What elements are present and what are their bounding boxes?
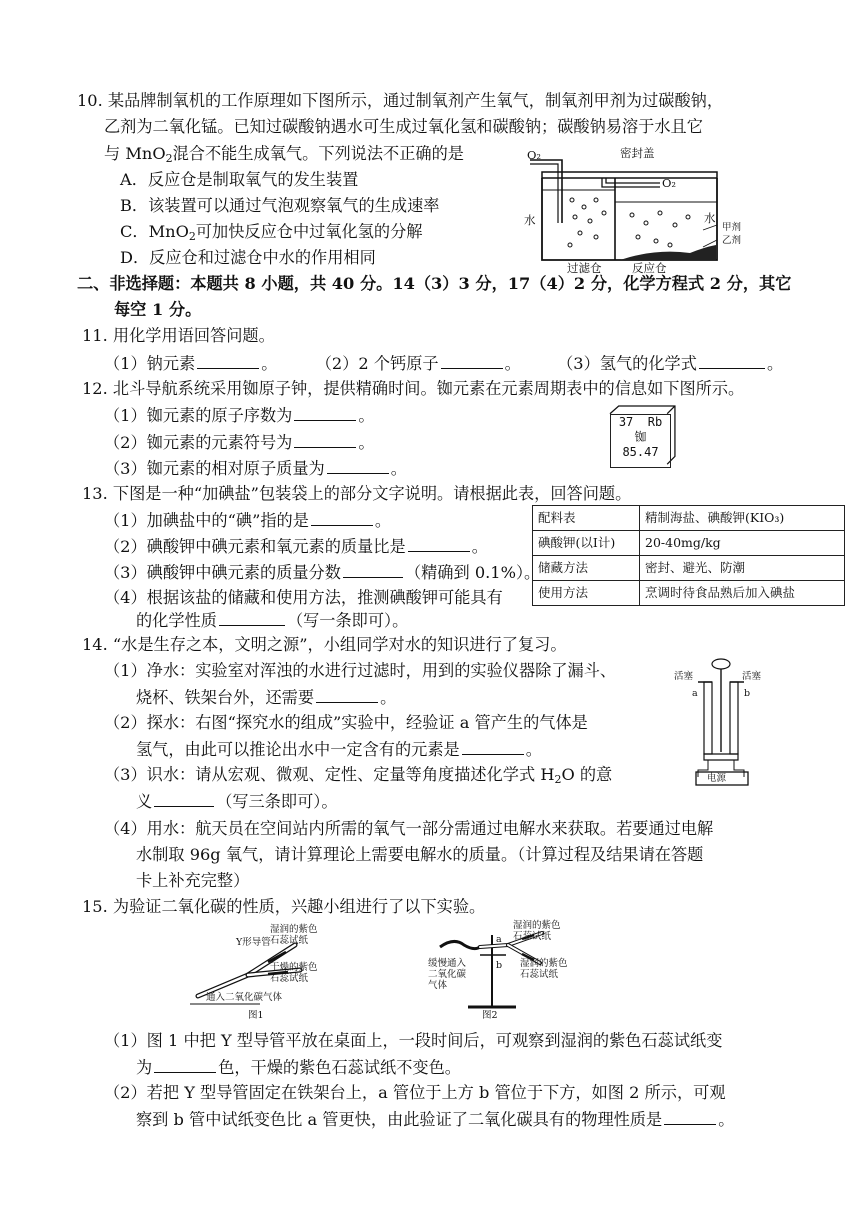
q12-part-3: （3）铷元素的相对原子质量为 。 (104, 459, 407, 478)
q15-part-2b: 察到 b 管中试纸变色比 a 管更快，由此验证了二氧化碳具有的物理性质是 。 (136, 1110, 735, 1129)
fig10-agent-a: 甲剂 (722, 222, 742, 233)
q12-part-2: （2）铷元素的元素符号为 。 (104, 433, 375, 452)
q13-part-4b: 的化学性质 （写一条即可）。 (136, 611, 409, 630)
fig1-dry-paper-label: 干燥的紫色石蕊试纸 (270, 962, 318, 984)
answer-blank[interactable] (441, 352, 503, 369)
answer-blank[interactable] (294, 431, 356, 448)
fig10-lid-label: 密封盖 (620, 146, 655, 160)
answer-blank[interactable] (154, 1056, 216, 1073)
q10-option-d: D．反应仓和过滤仓中水的作用相同 (120, 248, 376, 267)
q13-part-3: （3）碘酸钾中碘元素的质量分数 （精确到 0.1%）。 (104, 563, 541, 582)
q14-part-2a: （2）探水：右图“探究水的组成”实验中，经验证 a 管产生的气体是 (104, 713, 588, 732)
fig10-water-left: 水 (524, 213, 536, 227)
fig2-wet-paper-bottom-label: 湿润的紫色石蕊试纸 (520, 958, 568, 980)
fig2-tube-b: b (496, 960, 503, 971)
element-name: 铷 (634, 430, 647, 444)
iodized-salt-table (532, 505, 845, 606)
table-cell: 密封、避光、防潮 (640, 556, 845, 581)
fig1-co2-inlet-label: 通入二氧化碳气体 (206, 992, 283, 1003)
fig10-water-right: 水 (704, 211, 716, 225)
q14-part-4a: （4）用水：航天员在空间站内所需的氧气一部分需通过电解水来获取。若要通过电解 (104, 819, 714, 838)
element-symbol: Rb (647, 415, 663, 429)
table-cell: 20-40mg/kg (640, 531, 845, 556)
atomic-number: 37 (618, 415, 634, 429)
table-cell: 碘酸钾(以I计) (533, 531, 640, 556)
q14-part-4c: 卡上补充完整） (136, 871, 250, 890)
q15-part-1a: （1）图 1 中把 Y 型导管平放在桌面上，一段时间后，可观察到湿润的紫色石蕊试纸变 (104, 1031, 723, 1050)
section2-header: 二、非选择题：本题共 8 小题，共 40 分。14（3）3 分，17（4）2 分，化学方程式 2 分，其它 (77, 274, 792, 293)
q11-parts: （1）钠元素 。 （2）2 个钙原子 。 （3）氢气的化学式 。 (104, 354, 784, 373)
fig10-o2-right: O₂ (662, 176, 677, 190)
table-row (533, 556, 845, 581)
answer-blank[interactable] (311, 509, 373, 526)
q14-part-3a: （3）识水：请从宏观、微观、定性、定量等角度描述化学式 $H_2O$ 的意 (104, 765, 613, 786)
q10-line-3: 与 MnO$_2$混合不能生成氧气。下列说法不正确的是 (104, 144, 464, 165)
q10-option-a: A．反应仓是制取氧气的发生装置 (120, 170, 359, 189)
q12-stem: 12. 北斗导航系统采用铷原子钟，提供精确时间。铷元素在元素周期表中的信息如下图所示。 (82, 379, 745, 398)
answer-blank[interactable] (197, 352, 259, 369)
q14-part-1a: （1）净水：实验室对浑浊的水进行过滤时，用到的实验仪器除了漏斗、 (104, 661, 617, 680)
q14-part-4b: 水制取 96g 氧气，请计算理论上需要电解水的质量。（计算过程及结果请在答题 (136, 845, 704, 864)
q12-part-1: （1）铷元素的原子序数为 。 (104, 406, 375, 425)
answer-blank[interactable] (219, 609, 285, 626)
q15-stem: 15. 为验证二氧化碳的性质，兴趣小组进行了以下实验。 (82, 897, 486, 916)
fig1-wet-paper-label: 湿润的紫色石蕊试纸 (270, 924, 318, 946)
oxygen-generator-diagram (520, 145, 760, 275)
q10-line-1: 10. 某品牌制氧机的工作原理如下图所示，通过制氧剂产生氧气，制氧剂甲剂为过碳酸钠， (77, 91, 724, 110)
fig10-o2-left: O₂ (527, 148, 542, 162)
table-cell: 储藏方法 (533, 556, 640, 581)
fig10-agent-b: 乙剂 (722, 235, 742, 246)
fig2-caption: 图2 (482, 1010, 498, 1021)
q13-stem: 13. 下图是一种“加碘盐”包装袋上的部分文字说明。请根据此表，回答问题。 (82, 484, 632, 503)
answer-blank[interactable] (699, 352, 765, 369)
fig14-valve-right: 活塞 (742, 671, 762, 682)
table-row (533, 581, 845, 606)
q13-part-2: （2）碘酸钾中碘元素和氧元素的质量比是 。 (104, 537, 488, 556)
q13-part-4a: （4）根据该盐的储藏和使用方法，推测碘酸钾可能具有 (104, 588, 503, 607)
table-cell: 配料表 (533, 506, 640, 531)
q13-part-1: （1）加碘盐中的“碘”指的是 。 (104, 511, 392, 530)
answer-blank[interactable] (316, 686, 378, 703)
table-row (533, 531, 845, 556)
answer-blank[interactable] (294, 404, 356, 421)
answer-blank[interactable] (343, 561, 403, 578)
q14-part-3b: 义 （写三条即可）。 (136, 792, 338, 811)
q14-stem: 14. “水是生存之本，文明之源”，小组同学对水的知识进行了复习。 (82, 635, 567, 654)
fig14-tube-a: a (692, 688, 698, 699)
fig10-reactor-label: 反应仓 (632, 261, 667, 275)
q10-line-2: 乙剂为二氧化锰。已知过碳酸钠遇水可生成过氧化氢和碳酸钠；碳酸钠易溶于水且它 (104, 117, 703, 136)
fig2-tube-a: a (496, 934, 502, 945)
fig14-power-source: 电源 (707, 773, 727, 784)
answer-blank[interactable] (664, 1108, 716, 1125)
fig10-filter-label: 过滤仓 (567, 261, 602, 275)
q10-option-b: B．该装置可以通过气泡观察氧气的生成速率 (120, 196, 440, 215)
answer-blank[interactable] (408, 535, 470, 552)
q15-part-2a: （2）若把 Y 型导管固定在铁架台上，a 管位于上方 b 管位于下方，如图 2 所示，可观 (104, 1083, 726, 1102)
table-cell: 烹调时待食品熟后加入碘盐 (640, 581, 845, 606)
table-row (533, 506, 845, 531)
fig1-caption: 图1 (248, 1010, 264, 1021)
q11-stem: 11. 用化学用语回答问题。 (82, 326, 275, 345)
fig14-valve-left: 活塞 (674, 671, 694, 682)
answer-blank[interactable] (462, 738, 524, 755)
q10-option-c: C．MnO$_2$可加快反应仓中过氧化氢的分解 (120, 222, 423, 243)
table-cell: 精制海盐、碘酸钾(KIO₃) (640, 506, 845, 531)
answer-blank[interactable] (154, 790, 214, 807)
q14-part-2b: 氢气，由此可以推论出水中一定含有的元素是 。 (136, 740, 542, 759)
q15-part-1b: 为 色，干燥的紫色石蕊试纸不变色。 (136, 1058, 461, 1077)
table-cell: 使用方法 (533, 581, 640, 606)
q14-part-1b: 烧杯、铁架台外，还需要 。 (136, 688, 397, 707)
fig1-y-tube-label: Y形导管 (236, 937, 271, 948)
atomic-mass: 85.47 (622, 445, 659, 459)
element-cell-rb (610, 414, 671, 468)
section2-header-cont: 每空 1 分。 (114, 300, 202, 319)
fig2-co2-inlet-label: 缓慢通入二氧化碳气体 (428, 958, 467, 991)
fig14-tube-b: b (744, 688, 751, 699)
fig2-wet-paper-top-label: 湿润的紫色石蕊试纸 (513, 920, 561, 942)
answer-blank[interactable] (327, 457, 389, 474)
